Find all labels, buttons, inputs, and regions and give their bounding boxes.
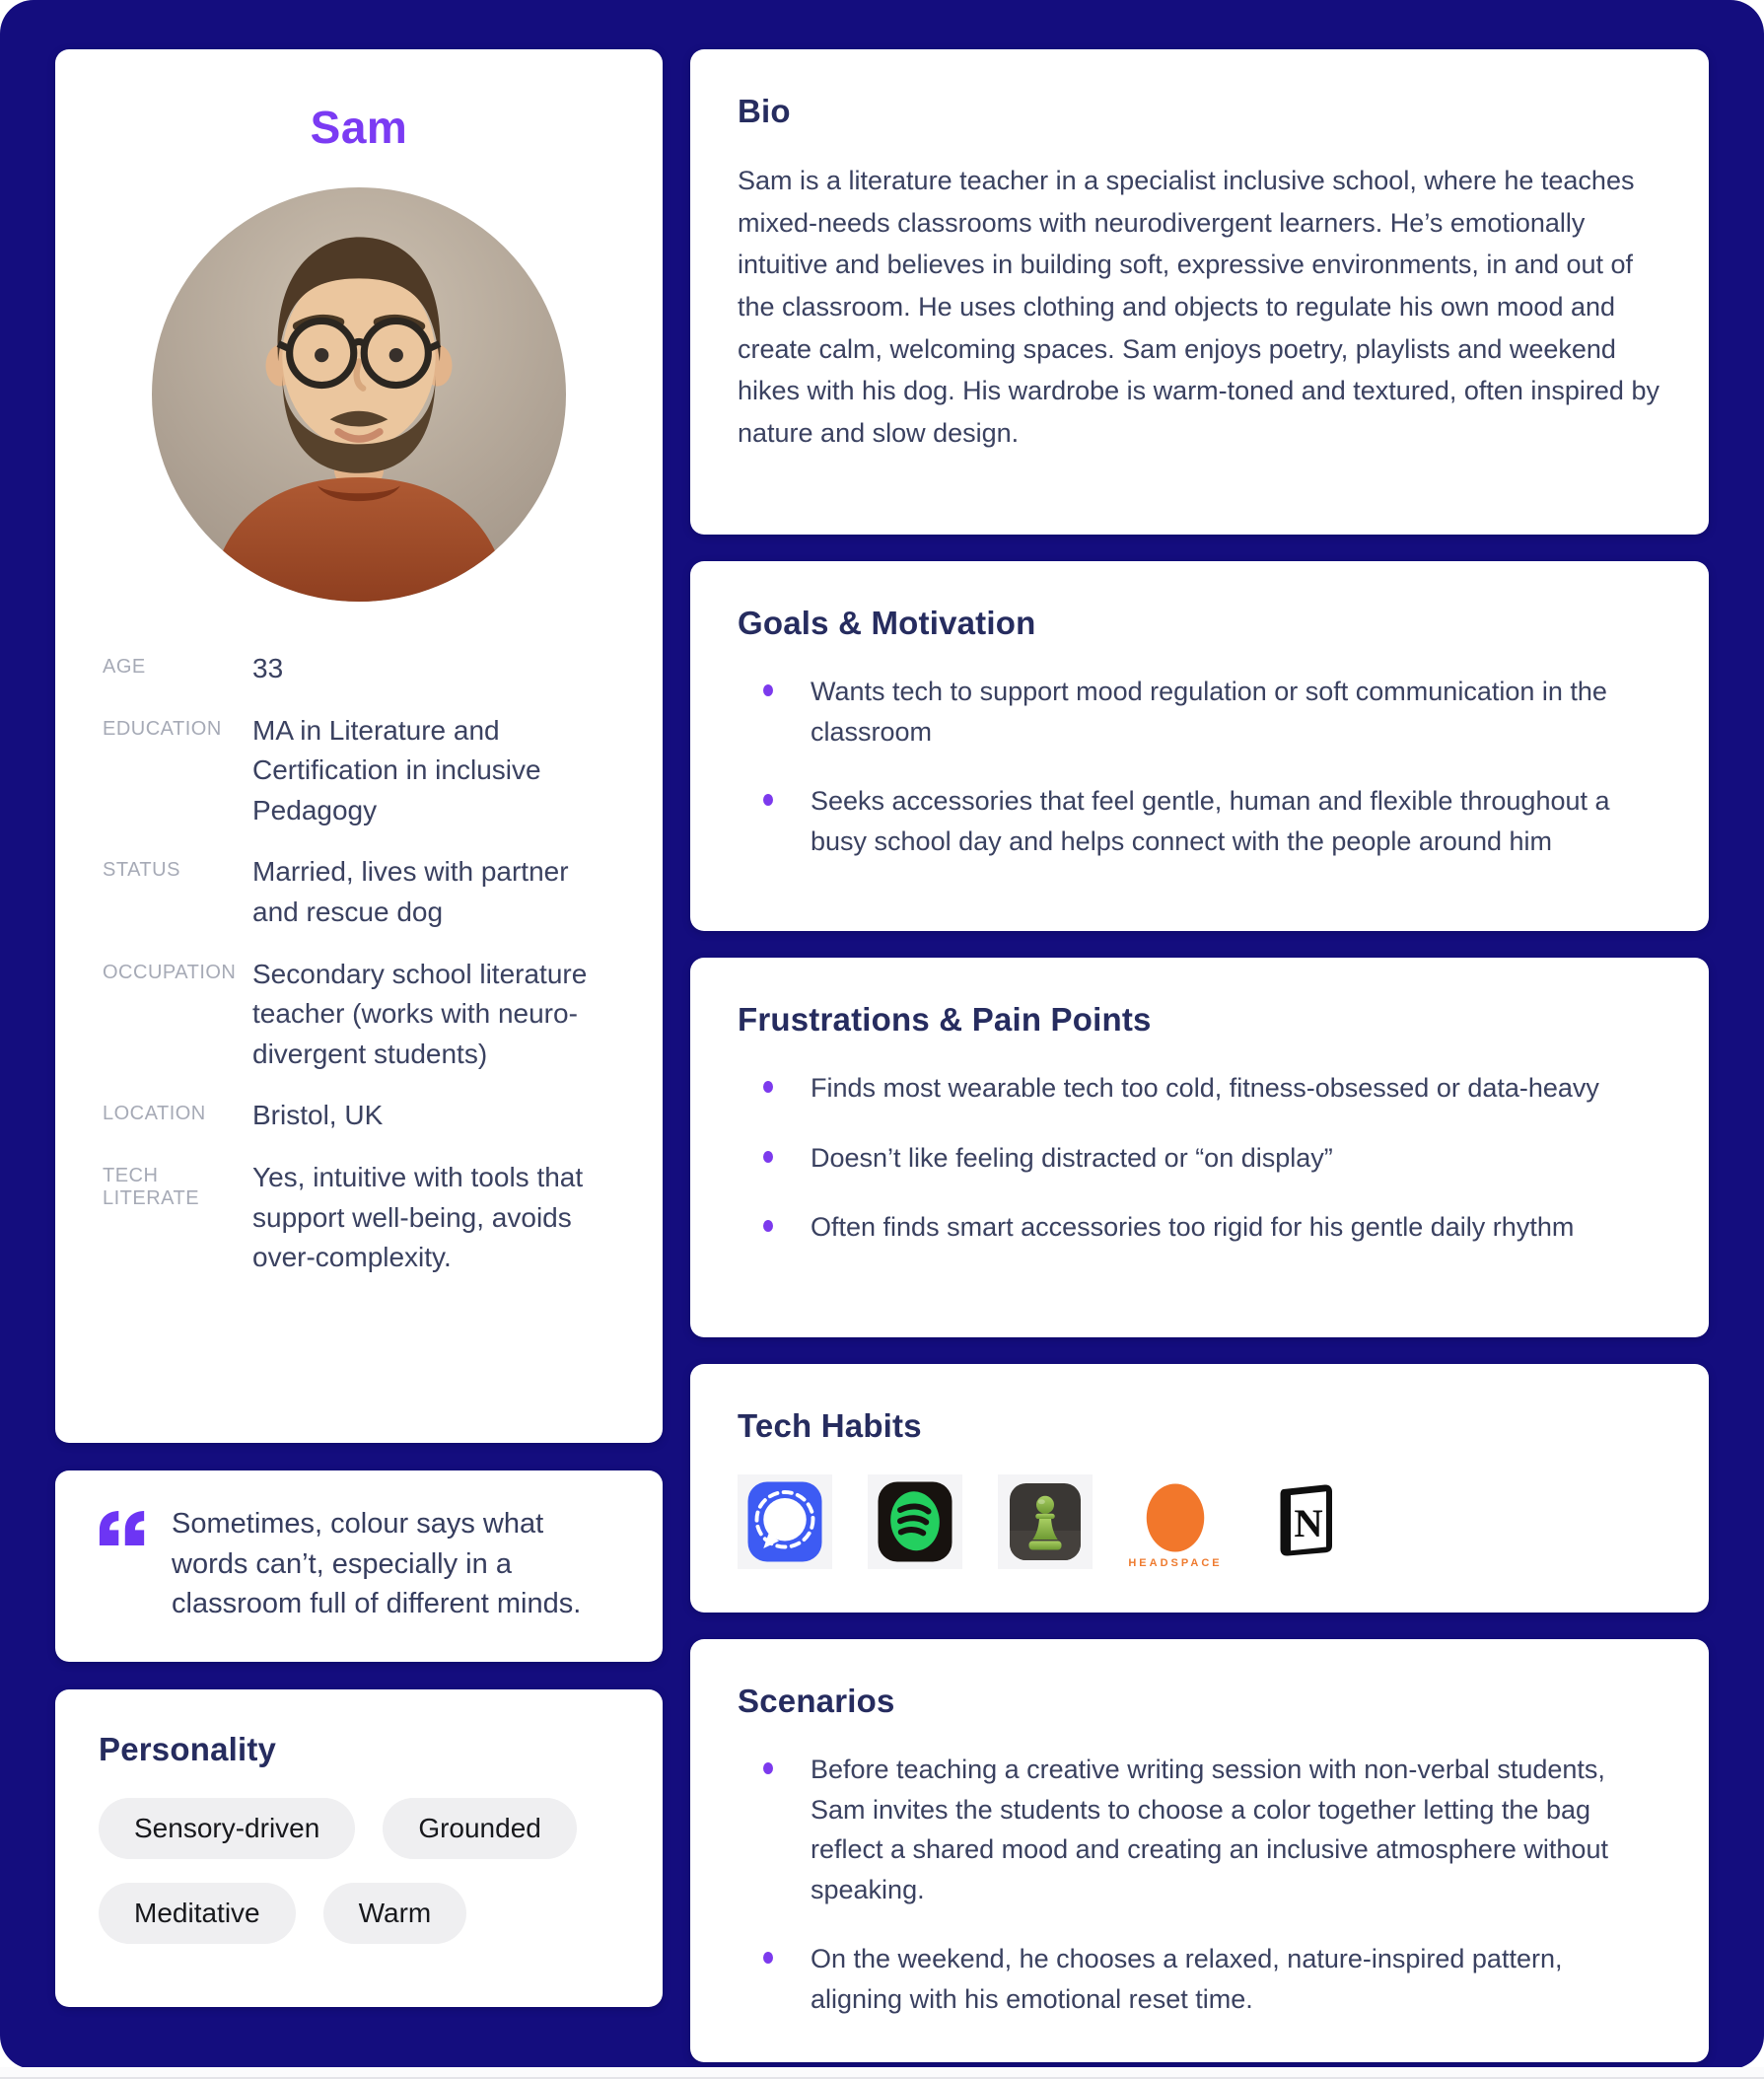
attribute-label: EDUCATION xyxy=(103,717,222,740)
personality-tags xyxy=(99,1798,619,1944)
goals-list xyxy=(738,672,1661,861)
chess-app-icon xyxy=(998,1474,1093,1569)
bullet-icon xyxy=(763,1081,773,1093)
bullet-icon xyxy=(763,1220,773,1232)
left-column xyxy=(55,49,663,2030)
scenarios-card xyxy=(690,1639,1709,2062)
quote-text: Sometimes, colour says what words can’t, especially in a classroom full of different minds. xyxy=(172,1508,582,1620)
notion-app-icon xyxy=(1258,1474,1353,1569)
list-item xyxy=(738,1138,1661,1179)
tech-habits-card xyxy=(690,1364,1709,1613)
persona-name: Sam xyxy=(310,102,408,153)
personality-tag: Meditative xyxy=(99,1883,296,1944)
personality-title: Personality xyxy=(99,1730,277,1767)
scenarios-list xyxy=(738,1750,1661,2019)
list-item xyxy=(738,1939,1661,2019)
bio-title: Bio xyxy=(738,93,791,129)
scenario-text: Before teaching a creative writing session with non-verbal students, Sam invites the students to choose a color together letting the bag reflect a shared mood and creating an inclusive atmosphere without speaking. xyxy=(811,1755,1608,1904)
avatar xyxy=(152,187,566,602)
bio-text: Sam is a literature teacher in a specialist inclusive school, where he teaches mixed-needs classrooms with neurodivergent learners. He’s emotionally intuitive and believes in building soft, expressive environments, in and out of the classroom. He uses clothing and objects to regulate his own mood and create calm, welcoming spaces. Sam enjoys poetry, playlists and weekend hikes with his dog. His wardrobe is warm-toned and textured, often inspired by nature and slow design. xyxy=(738,166,1659,448)
bullet-icon xyxy=(763,794,773,806)
spotify-app-icon xyxy=(868,1474,962,1569)
quote-card xyxy=(55,1470,663,1662)
headspace-label: HEADSPACE xyxy=(1128,1557,1223,1569)
headspace-app-icon xyxy=(1128,1474,1223,1569)
list-item xyxy=(738,672,1661,752)
right-column xyxy=(690,49,1709,2030)
attribute-row-status xyxy=(103,852,615,932)
list-item xyxy=(738,1207,1661,1248)
tech-habits-title: Tech Habits xyxy=(738,1407,922,1444)
goals-card xyxy=(690,561,1709,931)
personality-card xyxy=(55,1689,663,2007)
signal-app-icon xyxy=(738,1474,832,1569)
frustration-text: Finds most wearable tech too cold, fitness-obsessed or data-heavy xyxy=(811,1073,1599,1103)
frustrations-list xyxy=(738,1068,1661,1248)
goal-text: Wants tech to support mood regulation or soft communication in the classroom xyxy=(811,677,1607,747)
attribute-label: STATUS xyxy=(103,859,180,882)
scenarios-title: Scenarios xyxy=(738,1683,895,1719)
frustration-text: Often finds smart accessories too rigid for his gentle daily rhythm xyxy=(811,1212,1575,1242)
attribute-value: 33 xyxy=(252,653,284,683)
attribute-value: Secondary school literature teacher (works with neuro-divergent students) xyxy=(252,958,588,1069)
frustrations-title: Frustrations & Pain Points xyxy=(738,1001,1152,1038)
attribute-value: Married, lives with partner and rescue dog xyxy=(252,856,569,927)
attribute-value: Yes, intuitive with tools that support well-being, avoids over-complexity. xyxy=(252,1161,584,1273)
bullet-icon xyxy=(763,684,773,696)
avatar-portrait-illustration xyxy=(152,187,566,602)
profile-card xyxy=(55,49,663,1443)
attribute-value: Bristol, UK xyxy=(252,1100,384,1131)
bullet-icon xyxy=(763,1762,773,1774)
attribute-row-location xyxy=(103,1096,615,1136)
frustration-text: Doesn’t like feeling distracted or “on display” xyxy=(811,1142,1333,1173)
attribute-row-tech-literate xyxy=(103,1158,615,1278)
personality-tag: Warm xyxy=(323,1883,467,1944)
attribute-value: MA in Literature and Certification in inclusive Pedagogy xyxy=(252,714,541,825)
attribute-row-education xyxy=(103,711,615,831)
attribute-label: TECH LITERATE xyxy=(103,1164,200,1209)
attribute-row-age xyxy=(103,649,615,689)
scenario-text: On the weekend, he chooses a relaxed, nature-inspired pattern, aligning with his emotional reset time. xyxy=(811,1944,1563,2014)
attribute-label: LOCATION xyxy=(103,1103,206,1125)
goal-text: Seeks accessories that feel gentle, human and flexible throughout a busy school day and helps connect with the people around him xyxy=(811,786,1610,856)
tech-habits-apps xyxy=(738,1474,1661,1569)
svg-text:N: N xyxy=(1294,1501,1323,1545)
goals-title: Goals & Motivation xyxy=(738,605,1036,641)
page-bottom-edge xyxy=(0,2067,1764,2079)
bullet-icon xyxy=(763,1151,773,1163)
bio-card xyxy=(690,49,1709,535)
frustrations-card xyxy=(690,958,1709,1337)
list-item xyxy=(738,1068,1661,1109)
attribute-label: OCCUPATION xyxy=(103,961,237,983)
list-item xyxy=(738,781,1661,861)
attribute-label: AGE xyxy=(103,656,146,678)
list-item xyxy=(738,1750,1661,1909)
bullet-icon xyxy=(763,1952,773,1964)
attribute-list xyxy=(103,649,615,1278)
personality-tag: Grounded xyxy=(383,1798,577,1859)
attribute-row-occupation xyxy=(103,955,615,1075)
quote-icon xyxy=(99,1504,146,1551)
personality-tag: Sensory-driven xyxy=(99,1798,355,1859)
